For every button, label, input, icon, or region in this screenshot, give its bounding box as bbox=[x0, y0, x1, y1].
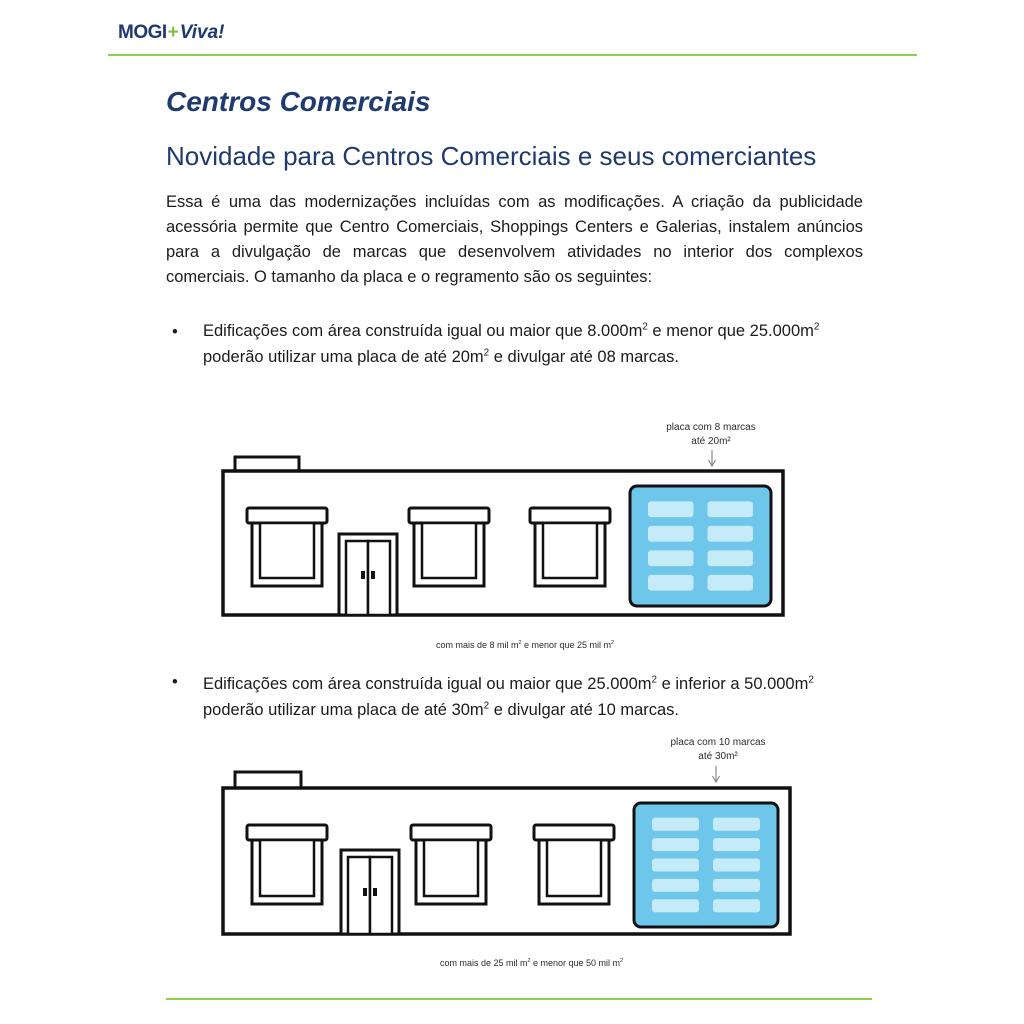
brand-slot bbox=[652, 818, 699, 831]
building-rooftop-unit bbox=[235, 772, 301, 788]
logo-brand: MOGI bbox=[118, 22, 167, 43]
brand-slot bbox=[648, 575, 694, 591]
illustration-caption-2: com mais de 25 mil $m^2$ e menor que 50 mil $m^2$ bbox=[439, 958, 624, 968]
sign-annotation-1-line-1: placa com 8 marcas bbox=[666, 422, 756, 433]
brand-slot bbox=[713, 858, 760, 871]
bullet-item-1-line-2: poderão utilizar uma placa de até $20m^2$ e divulgar até 08 marcas. bbox=[203, 347, 680, 366]
advertising-sign bbox=[630, 486, 771, 606]
brand-slot bbox=[708, 575, 754, 591]
brand-slot bbox=[708, 501, 754, 517]
sign-annotation-2 bbox=[653, 736, 783, 764]
brand-slot bbox=[713, 879, 760, 892]
window-awning-2 bbox=[409, 508, 489, 586]
footer-divider bbox=[166, 998, 872, 1000]
shopping-center-illustration-1 bbox=[220, 455, 790, 620]
brand-slot bbox=[652, 899, 699, 912]
window-awning-1 bbox=[247, 508, 327, 586]
brand-slot bbox=[648, 501, 694, 517]
logo-tagline: Viva! bbox=[179, 22, 225, 43]
illustration-caption-1: com mais de 8 mil $m^2$ e menor que 25 mil $m^2$ bbox=[435, 640, 615, 650]
sign-annotation-2-line-2: até 30m² bbox=[698, 751, 738, 762]
brand-slot bbox=[652, 838, 699, 851]
bullet-marker: • bbox=[172, 323, 178, 341]
mogi-viva-logo bbox=[118, 20, 225, 46]
brand-slot bbox=[652, 858, 699, 871]
header-divider bbox=[108, 54, 917, 56]
bullet-item-2 bbox=[203, 671, 883, 723]
brand-slot bbox=[648, 526, 694, 542]
bullet-marker: • bbox=[172, 673, 178, 691]
sign-annotation-2-line-1: placa com 10 marcas bbox=[670, 737, 766, 748]
brand-slot bbox=[648, 550, 694, 566]
brand-slot bbox=[708, 550, 754, 566]
bullet-item-1 bbox=[203, 318, 883, 370]
intro-paragraph: Essa é uma das modernizações incluídas com as modificações. A criação da publicidade acessória permite que Centro Comerciais, Shoppings Centers e Galerias, instalem anúncios para a divulgação de marcas que desenvolvem atividades no interior dos complexos comerciais. O tamanho da placa e o regramento são os seguintes: bbox=[166, 193, 863, 286]
logo-plus: + bbox=[167, 22, 179, 43]
entrance-door bbox=[341, 850, 399, 934]
sign-annotation-1-line-2: até 20m² bbox=[691, 436, 731, 447]
building-rooftop-unit bbox=[235, 457, 299, 471]
brand-slot bbox=[652, 879, 699, 892]
window-awning-2 bbox=[411, 825, 491, 904]
section-title: Centros Comerciais bbox=[166, 86, 431, 117]
window-awning-3 bbox=[530, 508, 610, 586]
advertising-sign bbox=[634, 803, 778, 927]
bullet-item-2-line-2: poderão utilizar uma placa de até $30m^2$ e divulgar até 10 marcas. bbox=[203, 700, 680, 719]
shopping-center-illustration-2 bbox=[220, 770, 796, 940]
entrance-door bbox=[339, 534, 397, 615]
brand-slot bbox=[713, 818, 760, 831]
window-awning-1 bbox=[247, 825, 327, 904]
window-awning-3 bbox=[534, 825, 614, 904]
brand-slot bbox=[708, 526, 754, 542]
section-subtitle: Novidade para Centros Comerciais e seus comerciantes bbox=[166, 141, 817, 171]
sign-annotation-1 bbox=[646, 421, 776, 449]
bullet-item-2-line-1: Edificações com área construída igual ou maior que $25.000m^2$ e inferior a $50.000m^2$ bbox=[203, 674, 814, 693]
bullet-item-1-line-1: Edificações com área construída igual ou maior que $8.000m^2$ e menor que $25.000m^2$ bbox=[203, 321, 820, 340]
brand-slot bbox=[713, 838, 760, 851]
brand-slot bbox=[713, 899, 760, 912]
